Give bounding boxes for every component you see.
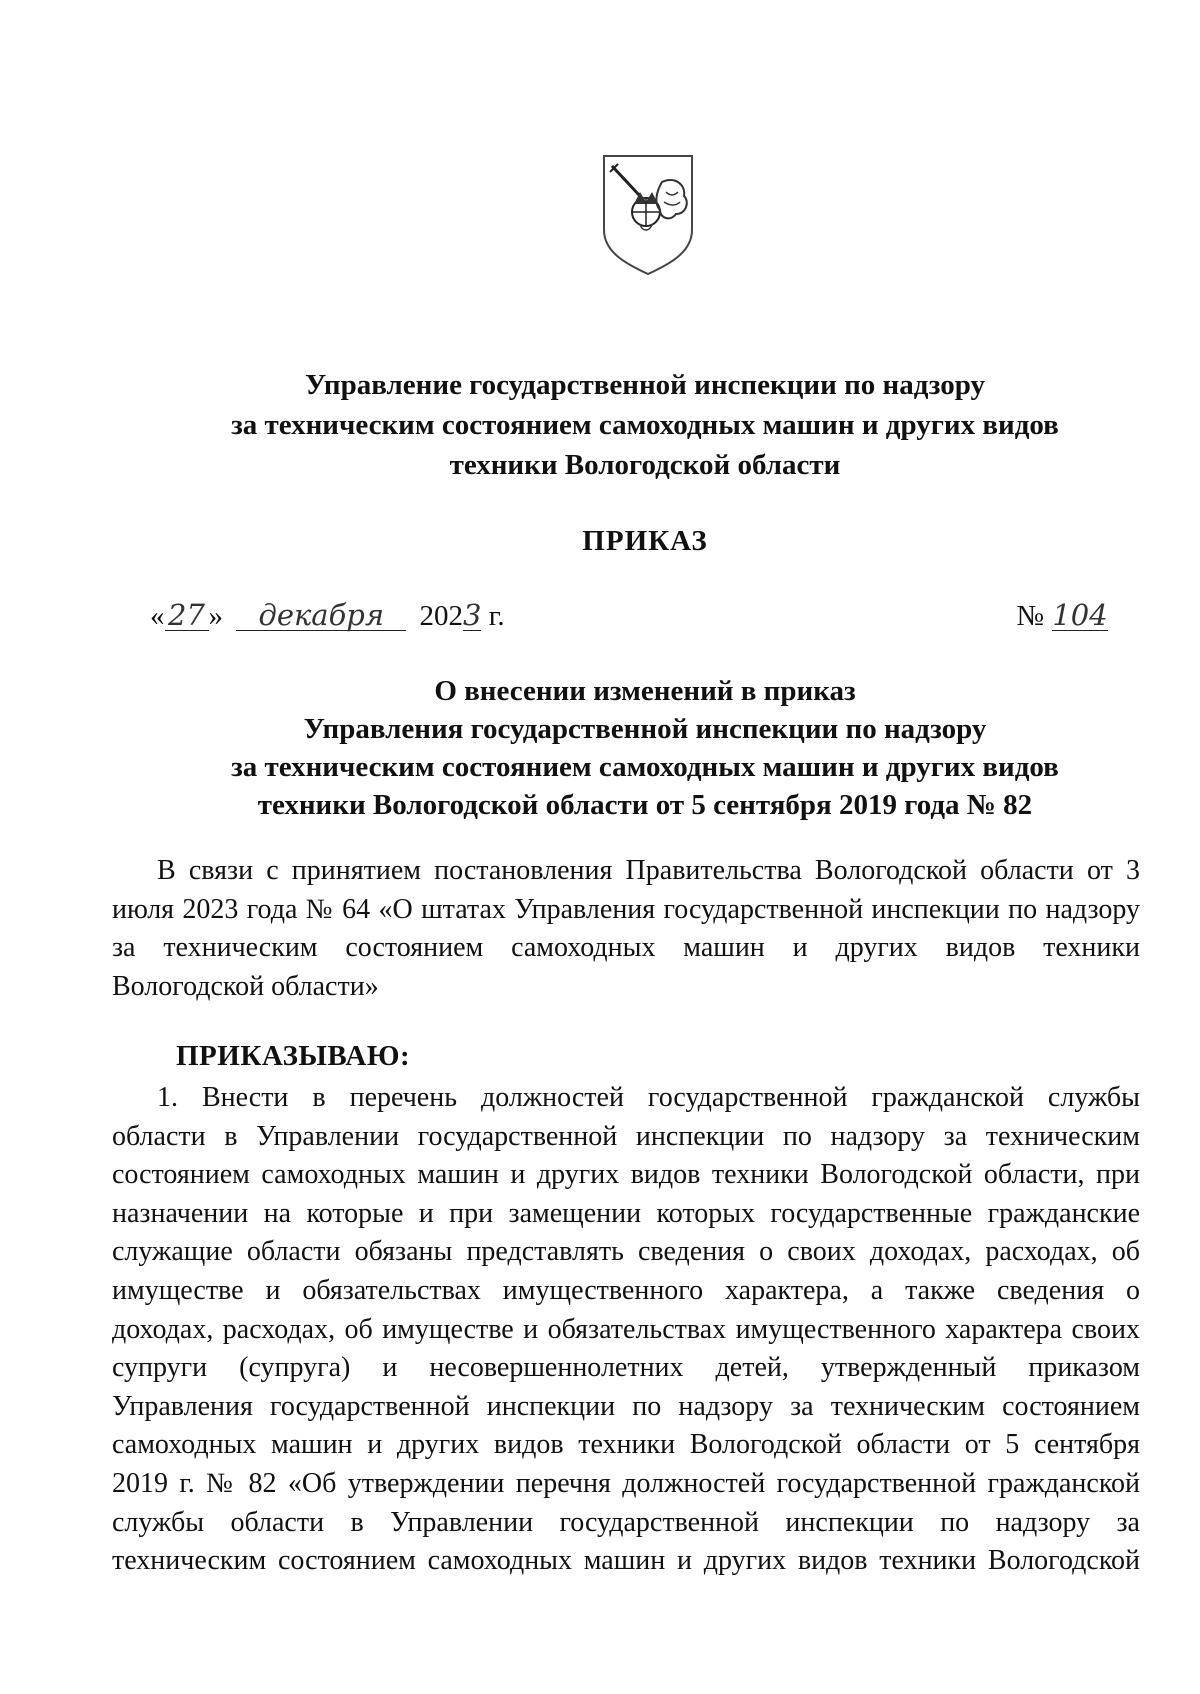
order-word: ПРИКАЗЫВАЮ: [176, 1040, 411, 1072]
date-year-mark: г. [488, 600, 505, 632]
item-line: Управления государственной инспекции по надзору за техническим состоянием [112, 1390, 1140, 1422]
subject-line: Управления государственной инспекции по надзору [303, 713, 987, 745]
document-subject [150, 672, 1140, 824]
issuing-authority [150, 365, 1140, 485]
item-line: техническим состоянием самоходных машин и других видов техники Вологодской [112, 1545, 1140, 1577]
authority-line: Управление государственной инспекции по надзору [304, 369, 985, 401]
item-line: служащие области обязаны представлять сведения о своих доходах, расходах, об [112, 1236, 1140, 1268]
coat-of-arms-icon [600, 152, 696, 278]
preamble-line: июля 2023 года № 64 «О штатах Управления государственной инспекции по надзору [112, 893, 1140, 925]
authority-line: техники Вологодской области [449, 449, 841, 481]
date-close-quote: » [208, 600, 223, 632]
item-line: 2019 г. № 82 «Об утверждении перечня должностей государственной гражданской [112, 1467, 1140, 1499]
preamble-line: Вологодской области» [112, 970, 379, 1002]
item-line: состоянием самоходных машин и других видов техники Вологодской области, при [112, 1159, 1140, 1191]
number-value: 104 [1052, 598, 1108, 632]
item-line: супруги (супруга) и несовершеннолетних детей, утвержденный приказом [112, 1352, 1140, 1384]
date-year-prefix: 202 [419, 600, 463, 632]
date-year-suffix: 3 [463, 598, 482, 632]
subject-line: за техническим состоянием самоходных машин и других видов [231, 751, 1059, 783]
document-number [1016, 596, 1108, 636]
item-line: имуществе и обязательствах имущественного характера, а также сведения о [112, 1274, 1140, 1306]
document-type: ПРИКАЗ [582, 525, 708, 557]
date-month: декабря [236, 600, 406, 631]
authority-line: за техническим состоянием самоходных машин и других видов [231, 409, 1059, 441]
item-line: назначении на которые и при замещении которых государственные гражданские [112, 1197, 1140, 1229]
item-line: службы области в Управлении государственной инспекции по надзору за [112, 1506, 1140, 1538]
date-open-quote: « [150, 600, 165, 632]
item-line: самоходных машин и других видов техники Вологодской области от 5 сентября [112, 1429, 1140, 1461]
item-line: 1. Внести в перечень должностей государственной гражданской службы [157, 1082, 1140, 1113]
order-item-1 [112, 1079, 1140, 1581]
item-line: доходах, расходах, об имуществе и обязательствах имущественного характера своих [112, 1313, 1140, 1345]
preamble-line: за техническим состоянием самоходных машин и других видов техники [112, 932, 1140, 964]
item-line: области в Управлении государственной инспекции по надзору за техническим [112, 1120, 1140, 1152]
subject-line: О внесении изменений в приказ [434, 675, 856, 707]
subject-line: техники Вологодской области от 5 сентября 2019 года № 82 [257, 789, 1033, 821]
number-sign: № [1016, 600, 1044, 632]
preamble-line: В связи с принятием постановления Правительства Вологодской области от 3 [157, 855, 1140, 886]
date-day: 27 [165, 600, 209, 631]
preamble-paragraph [112, 852, 1140, 1006]
document-date [150, 596, 505, 636]
